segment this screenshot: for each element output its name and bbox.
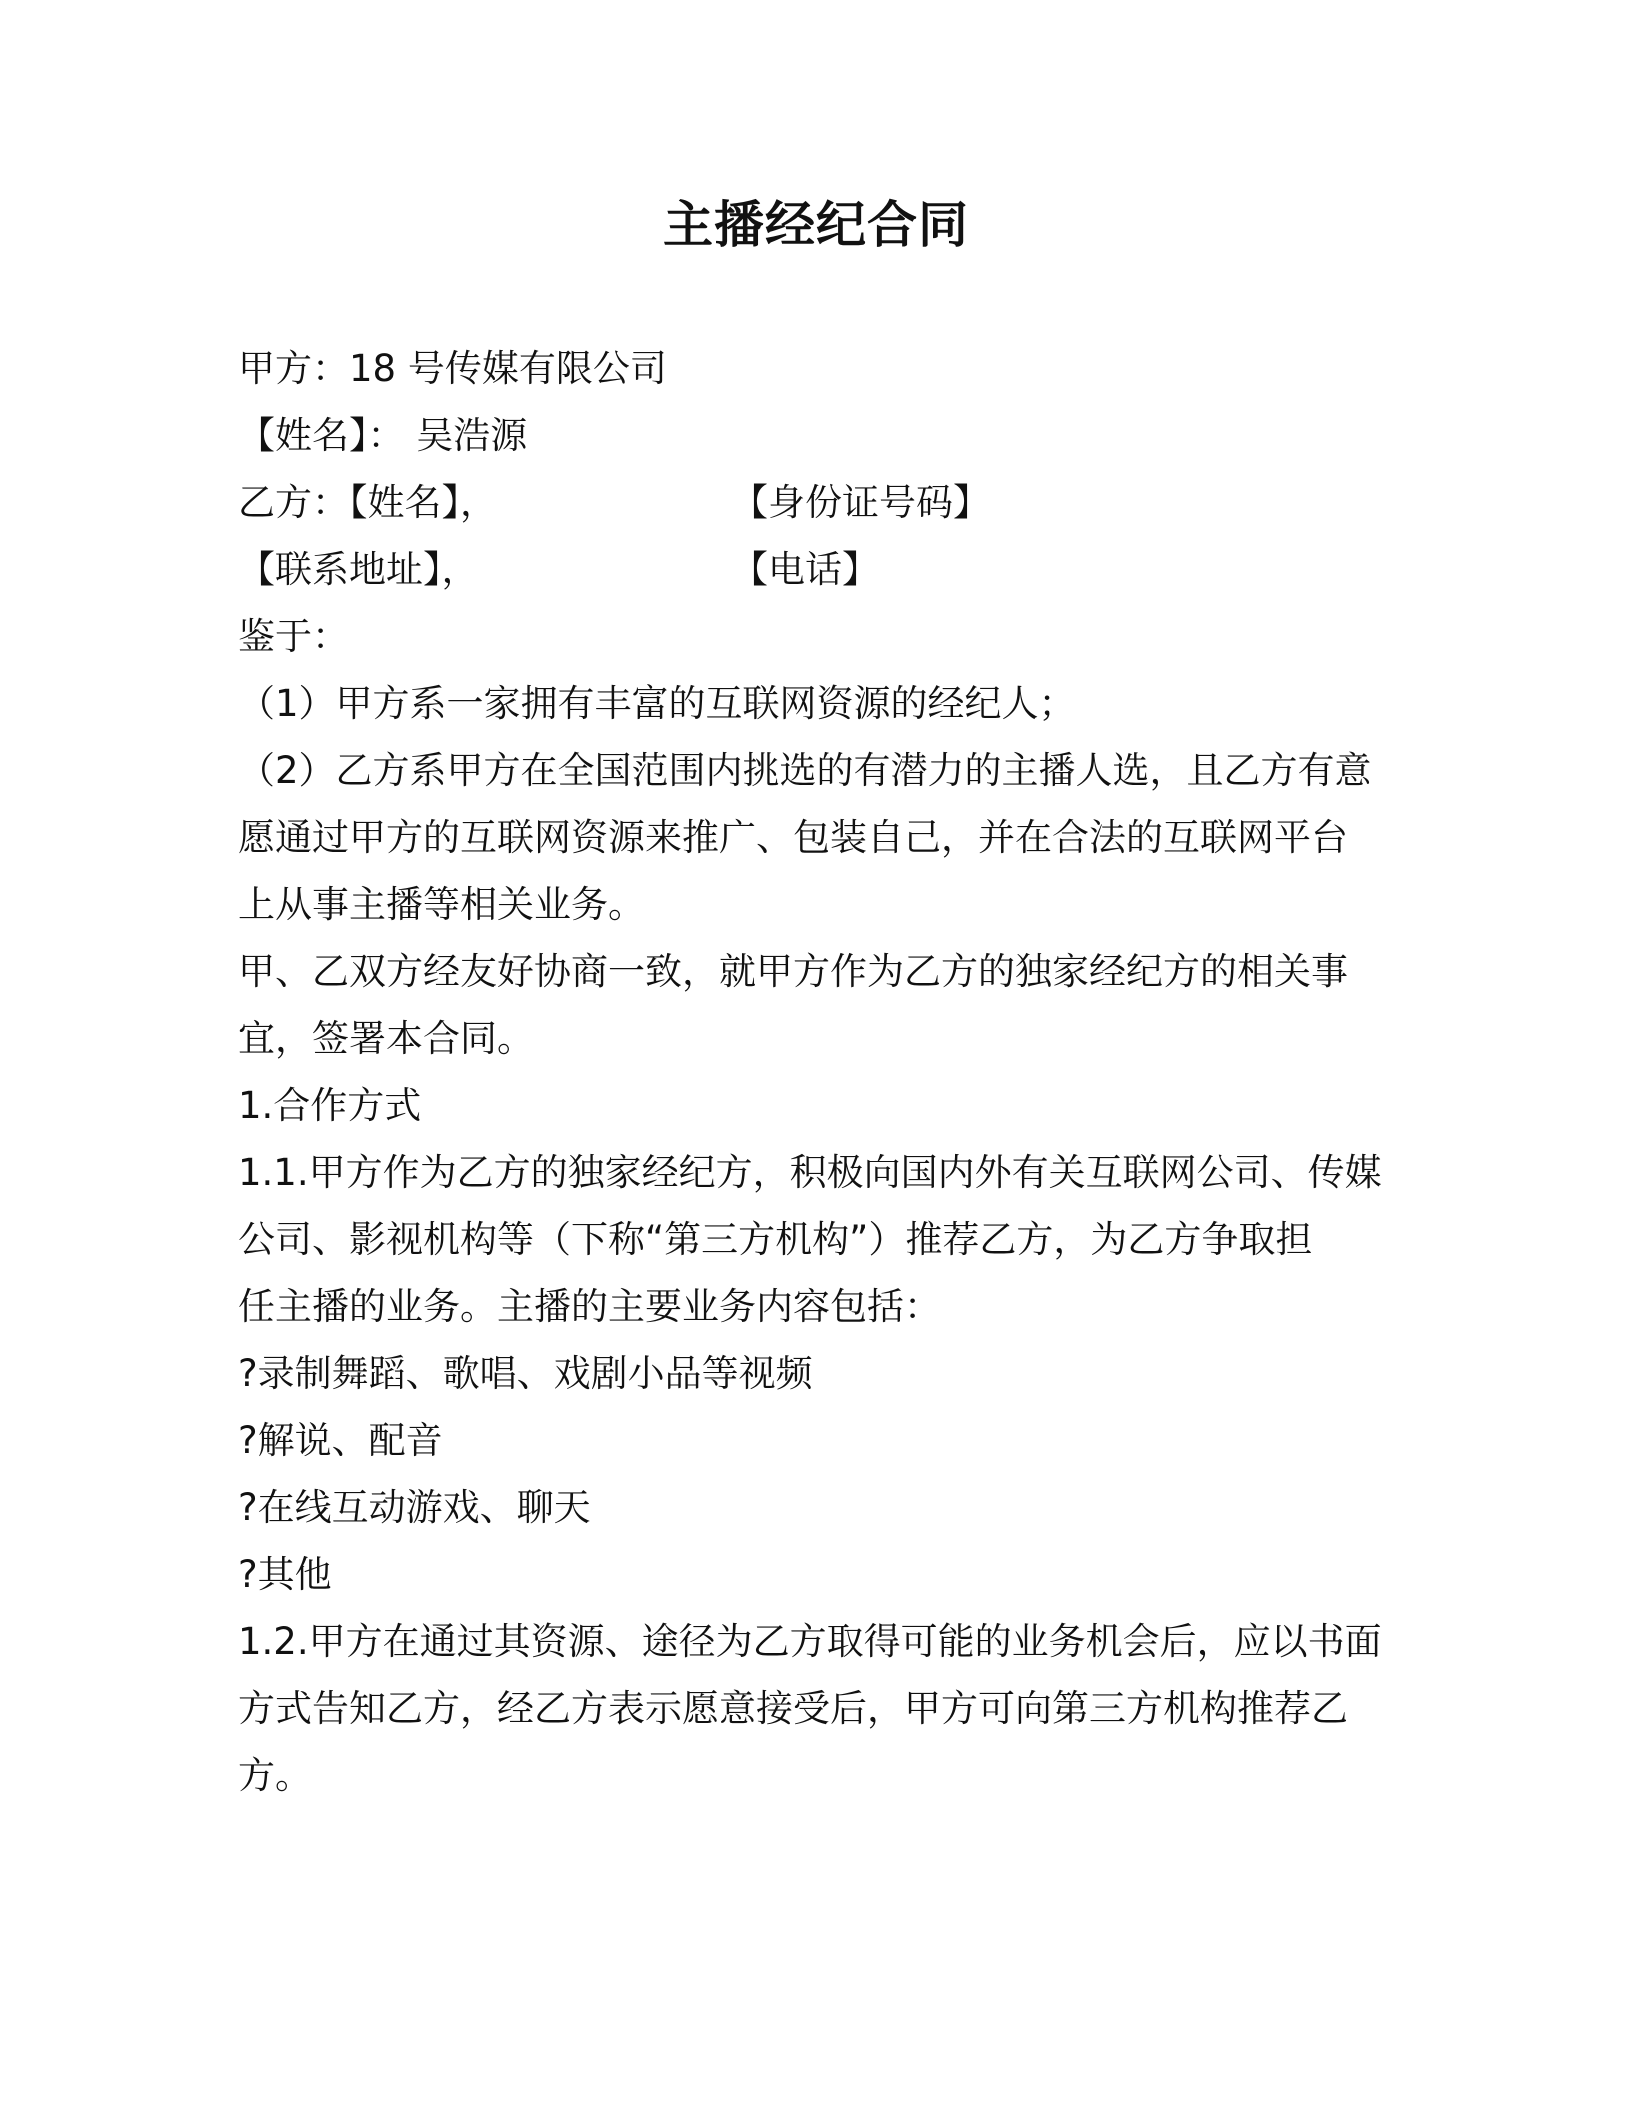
list-item: ?解说、配音 xyxy=(238,1419,443,1462)
body-line: 1.1.甲方作为乙方的独家经纪方，积极向国内外有关互联网公司、传媒 xyxy=(238,1151,1382,1194)
body-line: 甲、乙双方经友好协商一致，就甲方作为乙方的独家经纪方的相关事 xyxy=(238,950,1348,993)
body-line: 任主播的业务。主播的主要业务内容包括： xyxy=(238,1285,941,1328)
body-line: 1.2.甲方在通过其资源、途径为乙方取得可能的业务机会后，应以书面 xyxy=(238,1620,1382,1663)
body-line: 上从事主播等相关业务。 xyxy=(238,883,645,926)
list-item: ?录制舞蹈、歌唱、戏剧小品等视频 xyxy=(238,1352,813,1395)
party-b-line xyxy=(238,469,1398,536)
body-line: 公司、影视机构等（下称“第三方机构”）推荐乙方，为乙方争取担 xyxy=(238,1218,1313,1261)
list-item: ?其他 xyxy=(238,1553,332,1596)
whereas-line: 鉴于： xyxy=(238,615,349,658)
party-b-id-label: 【身份证号码】 xyxy=(731,481,990,524)
contact-address-label: 【联系地址】， xyxy=(238,548,479,591)
body-line: 方。 xyxy=(238,1754,312,1797)
party-a-name-line: 【姓名】： 吴浩源 xyxy=(238,414,528,457)
section-heading: 1.合作方式 xyxy=(238,1084,422,1127)
document-title: 主播经纪合同 xyxy=(663,196,969,254)
body-line: （2）乙方系甲方在全国范围内挑选的有潜力的主播人选，且乙方有意 xyxy=(238,749,1372,792)
party-a-line: 甲方：18 号传媒有限公司 xyxy=(238,347,667,390)
list-item: ?在线互动游戏、聊天 xyxy=(238,1486,591,1529)
body-line: 宜，签署本合同。 xyxy=(238,1017,534,1060)
contact-phone-label: 【电话】 xyxy=(731,548,879,591)
contact-line xyxy=(238,536,1398,603)
body-line: 方式告知乙方，经乙方表示愿意接受后，甲方可向第三方机构推荐乙 xyxy=(238,1687,1348,1730)
party-b-name-label: 乙方：【姓名】， xyxy=(238,481,497,524)
body-line: （1）甲方系一家拥有丰富的互联网资源的经纪人； xyxy=(238,682,1076,725)
body-line: 愿通过甲方的互联网资源来推广、包装自己，并在合法的互联网平台 xyxy=(238,816,1348,859)
document-body xyxy=(238,335,1398,1809)
